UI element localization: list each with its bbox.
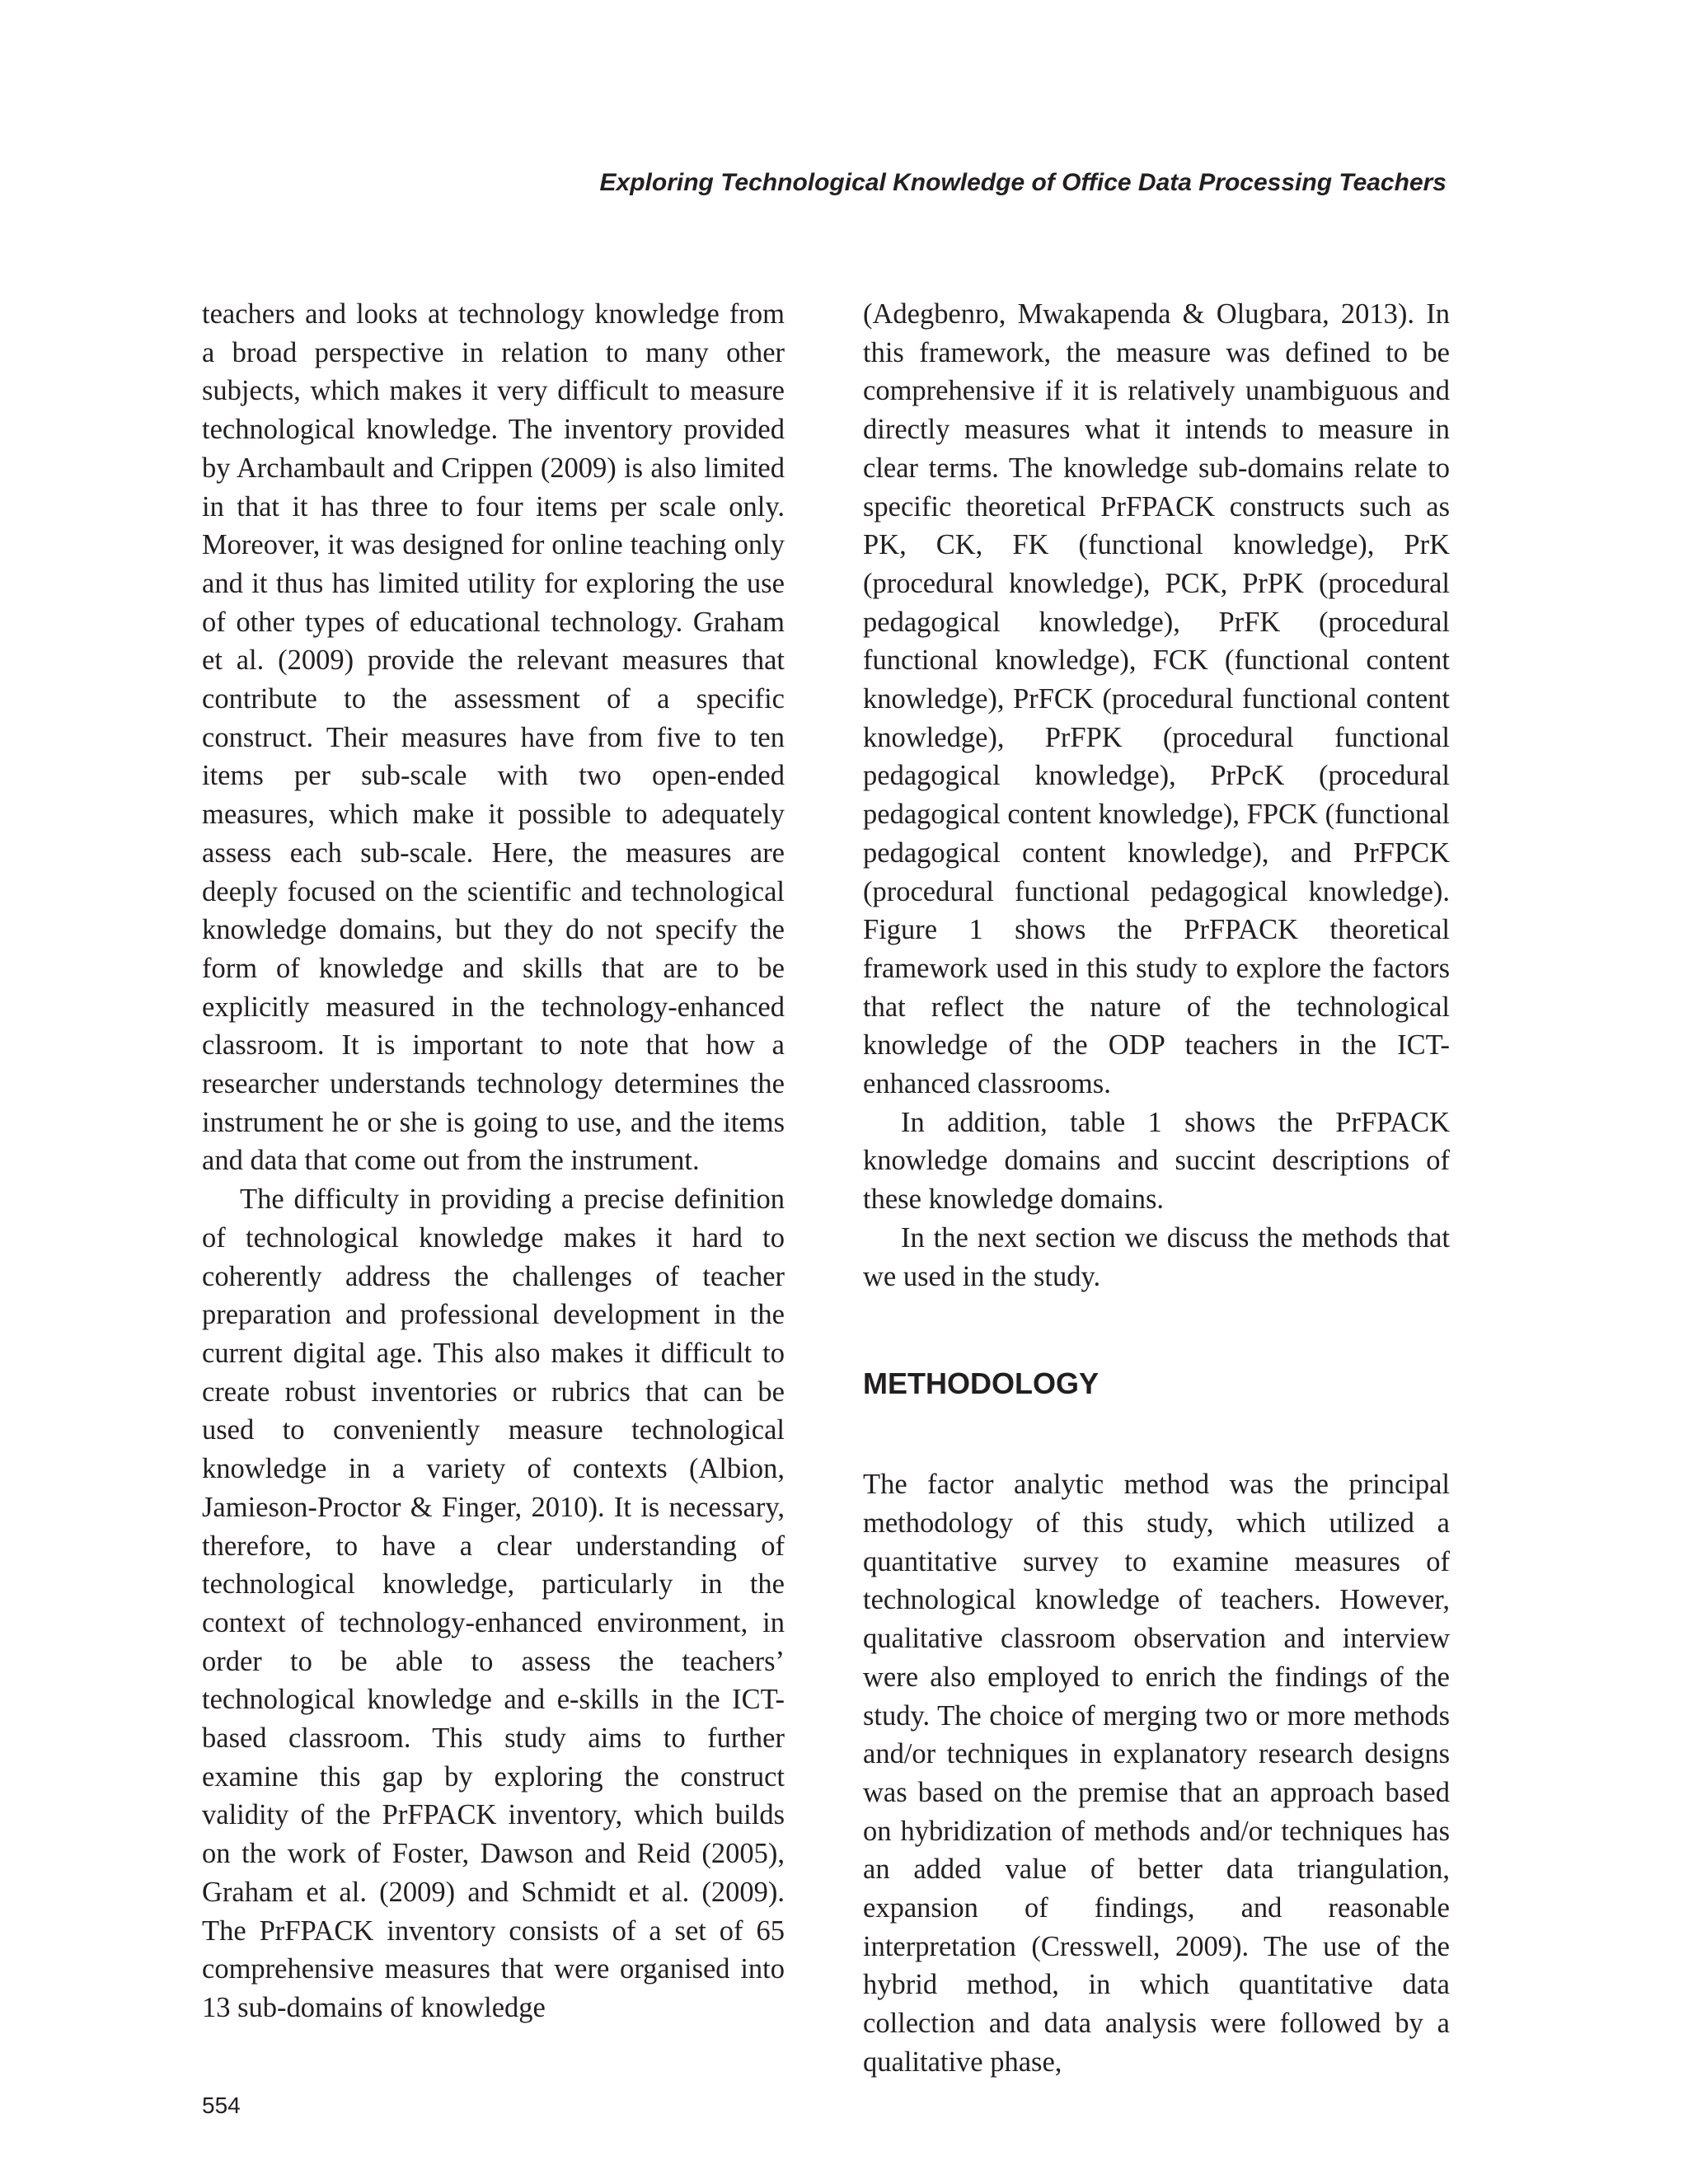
- left-column: [202, 295, 785, 2027]
- body-paragraph: In the next section we discuss the methods that we used in the study.: [863, 1221, 1450, 1292]
- body-paragraph: The factor analytic method was the principal methodology of this study, which utilized a quantitative survey to examine measures of technological knowledge of teachers. However, qualitative classroom observation and interview were also employed to enrich the findings of the study. The choice of merging two or more methods and/or techniques in explanatory research designs was based on the premise that an approach based on hybridization of methods and/or techniques has an added value of better data triangulation, expansion of findings, and reasonable interpretation (Cresswell, 2009). The use of the hybrid method, in which quantitative data collection and data analysis were followed by a qualitative phase,: [863, 1469, 1450, 2078]
- body-paragraph: In addition, table 1 shows the PrFPACK knowledge domains and succint descriptions of these knowledge domains.: [863, 1106, 1450, 1216]
- running-head: Exploring Technological Knowledge of Office Data Processing Teachers: [599, 169, 1447, 196]
- body-paragraph: The difficulty in providing a precise definition of technological knowledge makes it hard to coherently address the challenges of teacher preparation and professional development in the current digital age. This also makes it difficult to create robust inventories or rubrics that can be used to conveniently measure technological knowledge in a variety of contexts (Albion, Jamieson-Proctor & Finger, 2010). It is necessary, therefore, to have a clear understanding of technological knowledge, particularly in the context of technology-enhanced environment, in order to be able to assess the teachers’ technological knowledge and e-skills in the ICT-based classroom. This study aims to further examine this gap by exploring the construct validity of the PrFPACK inventory, which builds on the work of Foster, Dawson and Reid (2005), Graham et al. (2009) and Schmidt et al. (2009). The PrFPACK inventory consists of a set of 65 comprehensive measures that were organised into 13 sub-domains of knowledge: [202, 1183, 785, 2023]
- section-heading-methodology: METHODOLOGY: [863, 1366, 1099, 1401]
- page-number: 554: [202, 2093, 241, 2118]
- right-column: [863, 295, 1450, 2082]
- body-paragraph: teachers and looks at technology knowledge from a broad perspective in relation to many other subjects, which makes it very difficult to measure technological knowledge. The inventory provided by Archambault and Crippen (2009) is also limited in that it has three to four items per scale only. Moreover, it was designed for online teaching only and it thus has limited utility for exploring the use of other types of educational technology. Graham et al. (2009) provide the relevant measures that contribute to the assessment of a specific construct. Their measures have from five to ten items per sub-scale with two open-ended measures, which make it possible to adequately assess each sub-scale. Here, the measures are deeply focused on the scientific and technological knowledge domains, but they do not specify the form of knowledge and skills that are to be explicitly measured in the technology-enhanced classroom. It is important to note that how a researcher understands technology determines the instrument he or she is going to use, and the items and data that come out from the instrument.: [202, 298, 785, 1177]
- body-paragraph: (Adegbenro, Mwakapenda & Olugbara, 2013). In this framework, the measure was defined to be comprehensive if it is relatively unambiguous and directly measures what it intends to measure in clear terms. The knowledge sub-domains relate to specific theoretical PrFPACK constructs such as PK, CK, FK (functional knowledge), PrK (procedural knowledge), PCK, PrPK (procedural pedagogical knowledge), PrFK (procedural functional knowledge), FCK (functional content knowledge), PrFCK (procedural functional content knowledge), PrFPK (procedural functional pedagogical knowledge), PrPcK (procedural pedagogical content knowledge), FPCK (functional pedagogical content knowledge), and PrFPCK (procedural functional pedagogical knowledge). Figure 1 shows the PrFPACK theoretical framework used in this study to explore the factors that reflect the nature of the technological knowledge of the ODP teachers in the ICT-enhanced classrooms.: [863, 298, 1450, 1100]
